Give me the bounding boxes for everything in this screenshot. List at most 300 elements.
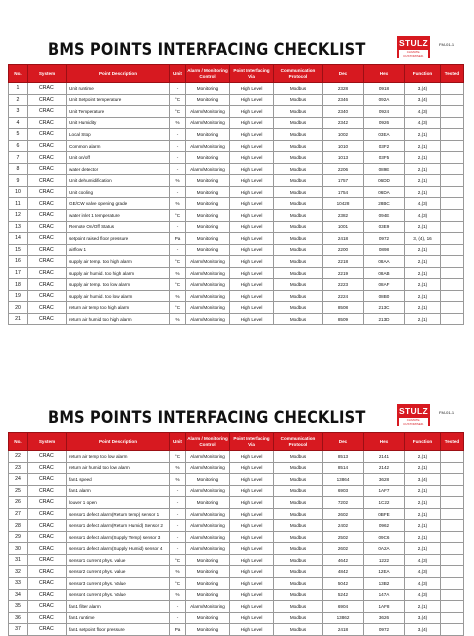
- cell-system: CRAC: [28, 233, 67, 245]
- cell-dec: 2218: [323, 256, 364, 268]
- cell-interfacing-via: High Level: [230, 152, 274, 164]
- cell-no: 9: [9, 175, 28, 187]
- cell-system: CRAC: [28, 474, 67, 486]
- cell-protocol: Modbus: [274, 129, 323, 141]
- cell-tested: [441, 566, 464, 578]
- cell-function: 3,(4): [405, 94, 441, 106]
- cell-hex: 03F2: [364, 140, 405, 152]
- column-header-function: Function: [405, 65, 441, 83]
- form-number: FM-01-1: [439, 42, 455, 47]
- cell-tested: [441, 279, 464, 291]
- column-header-hex: Hex: [364, 433, 405, 451]
- cell-no: 1: [9, 83, 28, 95]
- cell-interfacing-via: High Level: [230, 612, 274, 624]
- cell-unit: -: [170, 221, 186, 233]
- cell-point-description: GE/CW valve opening grade: [67, 198, 170, 210]
- cell-dec: 1754: [323, 186, 364, 198]
- cell-tested: [441, 198, 464, 210]
- cell-point-description: fan1 speed: [67, 474, 170, 486]
- cell-no: 20: [9, 302, 28, 314]
- cell-alarm-monitoring: Alarm/Monitoring: [186, 279, 230, 291]
- cell-interfacing-via: High Level: [230, 485, 274, 497]
- cell-dec: 2502: [323, 531, 364, 543]
- cell-tested: [441, 313, 464, 325]
- cell-system: CRAC: [28, 290, 67, 302]
- cell-alarm-monitoring: Monitoring: [186, 244, 230, 256]
- cell-point-description: fan1 alarm: [67, 485, 170, 497]
- cell-dec: 1010: [323, 140, 364, 152]
- cell-alarm-monitoring: Monitoring: [186, 210, 230, 222]
- cell-tested: [441, 485, 464, 497]
- cell-dec: 8508: [323, 302, 364, 314]
- cell-hex: 12EA: [364, 566, 405, 578]
- table-row: [9, 163, 464, 175]
- cell-system: CRAC: [28, 554, 67, 566]
- table-row: [9, 129, 464, 141]
- cell-unit: %: [170, 589, 186, 601]
- cell-point-description: return air humid too high alarm: [67, 313, 170, 325]
- cell-dec: 2602: [323, 543, 364, 555]
- column-header-alarm-monitoring: Alarm / Monitoring Control: [186, 433, 230, 451]
- cell-hex: 13B2: [364, 578, 405, 590]
- cell-function: 2,(1): [405, 462, 441, 474]
- cell-protocol: Modbus: [274, 508, 323, 520]
- cell-function: 4,(3): [405, 566, 441, 578]
- cell-dec: 8513: [323, 451, 364, 463]
- cell-protocol: Modbus: [274, 485, 323, 497]
- cell-interfacing-via: High Level: [230, 198, 274, 210]
- cell-point-description: return air temp too low alarm: [67, 451, 170, 463]
- cell-alarm-monitoring: Alarm/Monitoring: [186, 451, 230, 463]
- cell-unit: -: [170, 520, 186, 532]
- table-row: [9, 290, 464, 302]
- cell-tested: [441, 451, 464, 463]
- cell-protocol: Modbus: [274, 198, 323, 210]
- cell-protocol: Modbus: [274, 589, 323, 601]
- cell-interfacing-via: High Level: [230, 497, 274, 509]
- table-row: [9, 474, 464, 486]
- cell-interfacing-via: High Level: [230, 531, 274, 543]
- column-header-point-description: Point Description: [67, 65, 170, 83]
- table-row: [9, 210, 464, 222]
- cell-point-description: Remote On/Off Status: [67, 221, 170, 233]
- table-row: [9, 566, 464, 578]
- cell-alarm-monitoring: Alarm/Monitoring: [186, 531, 230, 543]
- cell-tested: [441, 624, 464, 636]
- cell-interfacing-via: High Level: [230, 140, 274, 152]
- cell-protocol: Modbus: [274, 163, 323, 175]
- cell-point-description: airflow 1: [67, 244, 170, 256]
- cell-tested: [441, 140, 464, 152]
- cell-dec: 2223: [323, 279, 364, 291]
- cell-point-description: water detector: [67, 163, 170, 175]
- cell-point-description: Unit dehumidification: [67, 175, 170, 187]
- cell-no: 6: [9, 140, 28, 152]
- cell-function: 4,(3): [405, 210, 441, 222]
- cell-dec: 1757: [323, 175, 364, 187]
- column-header-protocol: Communication Protocol: [274, 65, 323, 83]
- cell-tested: [441, 152, 464, 164]
- cell-system: CRAC: [28, 140, 67, 152]
- column-header-unit: Unit: [170, 433, 186, 451]
- cell-function: 2,(1): [405, 140, 441, 152]
- table-row: [9, 508, 464, 520]
- cell-no: 16: [9, 256, 28, 268]
- cell-system: CRAC: [28, 589, 67, 601]
- cell-hex: 0924: [364, 106, 405, 118]
- cell-system: CRAC: [28, 163, 67, 175]
- cell-no: 15: [9, 244, 28, 256]
- table-row: [9, 589, 464, 601]
- cell-alarm-monitoring: Alarm/Monitoring: [186, 163, 230, 175]
- cell-dec: 13862: [323, 612, 364, 624]
- cell-no: 24: [9, 474, 28, 486]
- cell-point-description: return air humid too low alarm: [67, 462, 170, 474]
- cell-dec: 2224: [323, 290, 364, 302]
- cell-alarm-monitoring: Alarm/Monitoring: [186, 520, 230, 532]
- cell-no: 29: [9, 531, 28, 543]
- cell-system: CRAC: [28, 175, 67, 187]
- table-row: [9, 244, 464, 256]
- cell-system: CRAC: [28, 462, 67, 474]
- cell-no: 32: [9, 566, 28, 578]
- cell-unit: °C: [170, 106, 186, 118]
- cell-no: 11: [9, 198, 28, 210]
- cell-protocol: Modbus: [274, 497, 323, 509]
- table-row: [9, 233, 464, 245]
- table-row: [9, 601, 464, 613]
- cell-function: 2,(1): [405, 175, 441, 187]
- cell-tested: [441, 267, 464, 279]
- table-row: [9, 152, 464, 164]
- form-number: FM-01-1: [439, 410, 455, 415]
- cell-unit: °C: [170, 578, 186, 590]
- cell-protocol: Modbus: [274, 279, 323, 291]
- column-header-interfacing-via: Point Interfacing Via: [230, 433, 274, 451]
- cell-point-description: louver 1 open: [67, 497, 170, 509]
- cell-no: 14: [9, 233, 28, 245]
- cell-interfacing-via: High Level: [230, 83, 274, 95]
- cell-interfacing-via: High Level: [230, 233, 274, 245]
- cell-interfacing-via: High Level: [230, 313, 274, 325]
- cell-system: CRAC: [28, 106, 67, 118]
- column-header-point-description: Point Description: [67, 433, 170, 451]
- cell-system: CRAC: [28, 497, 67, 509]
- cell-tested: [441, 244, 464, 256]
- cell-protocol: Modbus: [274, 244, 323, 256]
- cell-unit: -: [170, 531, 186, 543]
- cell-system: CRAC: [28, 129, 67, 141]
- column-header-system: System: [28, 433, 67, 451]
- cell-unit: -: [170, 485, 186, 497]
- stulz-logo: [397, 404, 430, 426]
- cell-unit: °C: [170, 210, 186, 222]
- cell-function: 3,(4): [405, 624, 441, 636]
- cell-system: CRAC: [28, 601, 67, 613]
- cell-protocol: Modbus: [274, 290, 323, 302]
- cell-unit: %: [170, 117, 186, 129]
- cell-no: 8: [9, 163, 28, 175]
- cell-tested: [441, 175, 464, 187]
- cell-function: 3, (4), 16: [405, 233, 441, 245]
- cell-tested: [441, 106, 464, 118]
- cell-function: 4,(3): [405, 106, 441, 118]
- cell-function: 2,(1): [405, 186, 441, 198]
- cell-tested: [441, 221, 464, 233]
- stulz-logo: [397, 36, 430, 58]
- cell-tested: [441, 601, 464, 613]
- cell-point-description: sensor2 current phys. value: [67, 566, 170, 578]
- cell-interfacing-via: High Level: [230, 451, 274, 463]
- cell-dec: 2206: [323, 163, 364, 175]
- cell-dec: 10428: [323, 198, 364, 210]
- cell-unit: °C: [170, 302, 186, 314]
- cell-hex: 2141: [364, 451, 405, 463]
- cell-alarm-monitoring: Monitoring: [186, 129, 230, 141]
- cell-dec: 2382: [323, 210, 364, 222]
- cell-alarm-monitoring: Alarm/Monitoring: [186, 462, 230, 474]
- cell-point-description: Unit Temperature: [67, 106, 170, 118]
- cell-hex: 08AA: [364, 256, 405, 268]
- cell-no: 13: [9, 221, 28, 233]
- cell-no: 33: [9, 578, 28, 590]
- cell-no: 3: [9, 106, 28, 118]
- cell-no: 36: [9, 612, 28, 624]
- cell-function: 3,(4): [405, 83, 441, 95]
- cell-tested: [441, 462, 464, 474]
- table-row: [9, 302, 464, 314]
- cell-interfacing-via: High Level: [230, 520, 274, 532]
- cell-alarm-monitoring: Alarm/Monitoring: [186, 601, 230, 613]
- cell-interfacing-via: High Level: [230, 221, 274, 233]
- cell-dec: 2219: [323, 267, 364, 279]
- cell-hex: 06DA: [364, 186, 405, 198]
- cell-point-description: supply air humid. too high alarm: [67, 267, 170, 279]
- page-title: BMS POINTS INTERFACING CHECKLIST: [48, 40, 366, 60]
- cell-protocol: Modbus: [274, 451, 323, 463]
- cell-interfacing-via: High Level: [230, 244, 274, 256]
- cell-unit: °C: [170, 256, 186, 268]
- cell-system: CRAC: [28, 279, 67, 291]
- cell-no: 21: [9, 313, 28, 325]
- column-header-function: Function: [405, 433, 441, 451]
- cell-alarm-monitoring: Monitoring: [186, 566, 230, 578]
- cell-tested: [441, 554, 464, 566]
- cell-unit: -: [170, 83, 186, 95]
- cell-function: 2,(1): [405, 290, 441, 302]
- cell-tested: [441, 474, 464, 486]
- cell-hex: 1AF7: [364, 485, 405, 497]
- cell-function: 2,(1): [405, 152, 441, 164]
- cell-system: CRAC: [28, 221, 67, 233]
- cell-dec: 8509: [323, 313, 364, 325]
- cell-point-description: supply air humid. too low alarm: [67, 290, 170, 302]
- table-row: [9, 94, 464, 106]
- cell-protocol: Modbus: [274, 175, 323, 187]
- cell-function: 2,(1): [405, 244, 441, 256]
- cell-unit: Pa: [170, 624, 186, 636]
- table-row: [9, 313, 464, 325]
- cell-function: 2,(1): [405, 302, 441, 314]
- cell-protocol: Modbus: [274, 566, 323, 578]
- cell-tested: [441, 83, 464, 95]
- cell-hex: 08B0: [364, 290, 405, 302]
- cell-no: 30: [9, 543, 28, 555]
- cell-function: 2,(1): [405, 129, 441, 141]
- cell-unit: -: [170, 140, 186, 152]
- cell-hex: 03F5: [364, 152, 405, 164]
- cell-no: 19: [9, 290, 28, 302]
- cell-point-description: sensor1 defect alarm(Supply Temp) sensor 3: [67, 531, 170, 543]
- cell-point-description: fan1 runtime: [67, 612, 170, 624]
- cell-unit: °C: [170, 94, 186, 106]
- cell-system: CRAC: [28, 83, 67, 95]
- cell-interfacing-via: High Level: [230, 601, 274, 613]
- table-row: [9, 106, 464, 118]
- cell-function: 2,(1): [405, 256, 441, 268]
- cell-unit: %: [170, 290, 186, 302]
- cell-system: CRAC: [28, 267, 67, 279]
- cell-alarm-monitoring: Alarm/Monitoring: [186, 543, 230, 555]
- table-row: [9, 578, 464, 590]
- cell-hex: 08AB: [364, 267, 405, 279]
- cell-alarm-monitoring: Monitoring: [186, 175, 230, 187]
- cell-point-description: supply air temp. too high alarm: [67, 256, 170, 268]
- cell-protocol: Modbus: [274, 612, 323, 624]
- cell-unit: %: [170, 267, 186, 279]
- cell-function: 4,(3): [405, 578, 441, 590]
- cell-alarm-monitoring: Alarm/Monitoring: [186, 106, 230, 118]
- table-row: [9, 485, 464, 497]
- column-header-no: No.: [9, 65, 28, 83]
- cell-protocol: Modbus: [274, 117, 323, 129]
- cell-alarm-monitoring: Alarm/Monitoring: [186, 313, 230, 325]
- cell-no: 35: [9, 601, 28, 613]
- cell-hex: 2142: [364, 462, 405, 474]
- cell-tested: [441, 210, 464, 222]
- cell-unit: °C: [170, 554, 186, 566]
- cell-interfacing-via: High Level: [230, 589, 274, 601]
- cell-alarm-monitoring: Monitoring: [186, 554, 230, 566]
- column-header-dec: Dec: [323, 65, 364, 83]
- cell-dec: 1002: [323, 129, 364, 141]
- table-row: [9, 279, 464, 291]
- cell-hex: 213D: [364, 313, 405, 325]
- cell-dec: 5042: [323, 578, 364, 590]
- cell-tested: [441, 589, 464, 601]
- column-header-system: System: [28, 65, 67, 83]
- cell-system: CRAC: [28, 531, 67, 543]
- column-header-no: No.: [9, 433, 28, 451]
- page-title: BMS POINTS INTERFACING CHECKLIST: [48, 408, 366, 428]
- cell-no: 22: [9, 451, 28, 463]
- cell-unit: -: [170, 612, 186, 624]
- cell-no: 2: [9, 94, 28, 106]
- cell-protocol: Modbus: [274, 140, 323, 152]
- cell-point-description: water inlet 1 temperature: [67, 210, 170, 222]
- cell-function: 2,(1): [405, 601, 441, 613]
- cell-hex: 094E: [364, 210, 405, 222]
- cell-protocol: Modbus: [274, 233, 323, 245]
- table-header-row: [9, 433, 464, 451]
- cell-tested: [441, 302, 464, 314]
- cell-no: 27: [9, 508, 28, 520]
- cell-unit: Pa: [170, 233, 186, 245]
- cell-dec: 13864: [323, 474, 364, 486]
- table-row: [9, 543, 464, 555]
- cell-hex: 0972: [364, 624, 405, 636]
- cell-alarm-monitoring: Monitoring: [186, 233, 230, 245]
- column-header-unit: Unit: [170, 65, 186, 83]
- table-row: [9, 520, 464, 532]
- cell-dec: 2340: [323, 106, 364, 118]
- cell-tested: [441, 163, 464, 175]
- cell-dec: 8514: [323, 462, 364, 474]
- cell-alarm-monitoring: Monitoring: [186, 221, 230, 233]
- cell-dec: 5242: [323, 589, 364, 601]
- cell-unit: %: [170, 462, 186, 474]
- cell-no: 31: [9, 554, 28, 566]
- cell-unit: °C: [170, 451, 186, 463]
- cell-point-description: Unit Setpoint temperature: [67, 94, 170, 106]
- cell-protocol: Modbus: [274, 94, 323, 106]
- cell-no: 25: [9, 485, 28, 497]
- cell-point-description: Unit runtime: [67, 83, 170, 95]
- cell-point-description: sensor1 defect alarm(Return temp) sensor 1: [67, 508, 170, 520]
- column-header-dec: Dec: [323, 433, 364, 451]
- cell-alarm-monitoring: Monitoring: [186, 474, 230, 486]
- cell-protocol: Modbus: [274, 106, 323, 118]
- cell-alarm-monitoring: Monitoring: [186, 152, 230, 164]
- column-header-tested: Tested: [441, 433, 464, 451]
- cell-alarm-monitoring: Monitoring: [186, 589, 230, 601]
- column-header-alarm-monitoring: Alarm / Monitoring Control: [186, 65, 230, 83]
- cell-interfacing-via: High Level: [230, 94, 274, 106]
- cell-interfacing-via: High Level: [230, 624, 274, 636]
- table-row: [9, 256, 464, 268]
- table-row: [9, 451, 464, 463]
- cell-interfacing-via: High Level: [230, 129, 274, 141]
- cell-point-description: return air temp too high alarm: [67, 302, 170, 314]
- cell-function: 2,(1): [405, 221, 441, 233]
- cell-function: 2,(1): [405, 163, 441, 175]
- cell-unit: %: [170, 474, 186, 486]
- cell-protocol: Modbus: [274, 186, 323, 198]
- cell-no: 10: [9, 186, 28, 198]
- cell-protocol: Modbus: [274, 83, 323, 95]
- cell-system: CRAC: [28, 624, 67, 636]
- cell-unit: -: [170, 163, 186, 175]
- cell-protocol: Modbus: [274, 531, 323, 543]
- cell-alarm-monitoring: Alarm/Monitoring: [186, 267, 230, 279]
- cell-hex: 092A: [364, 94, 405, 106]
- cell-function: 2,(1): [405, 508, 441, 520]
- cell-system: CRAC: [28, 198, 67, 210]
- cell-no: 5: [9, 129, 28, 141]
- cell-protocol: Modbus: [274, 267, 323, 279]
- cell-protocol: Modbus: [274, 302, 323, 314]
- cell-point-description: fan1 filter alarm: [67, 601, 170, 613]
- cell-system: CRAC: [28, 578, 67, 590]
- cell-interfacing-via: High Level: [230, 210, 274, 222]
- cell-alarm-monitoring: Monitoring: [186, 198, 230, 210]
- cell-tested: [441, 578, 464, 590]
- cell-system: CRAC: [28, 117, 67, 129]
- cell-dec: 4842: [323, 566, 364, 578]
- cell-function: 4,(3): [405, 117, 441, 129]
- table-row: [9, 140, 464, 152]
- cell-no: 23: [9, 462, 28, 474]
